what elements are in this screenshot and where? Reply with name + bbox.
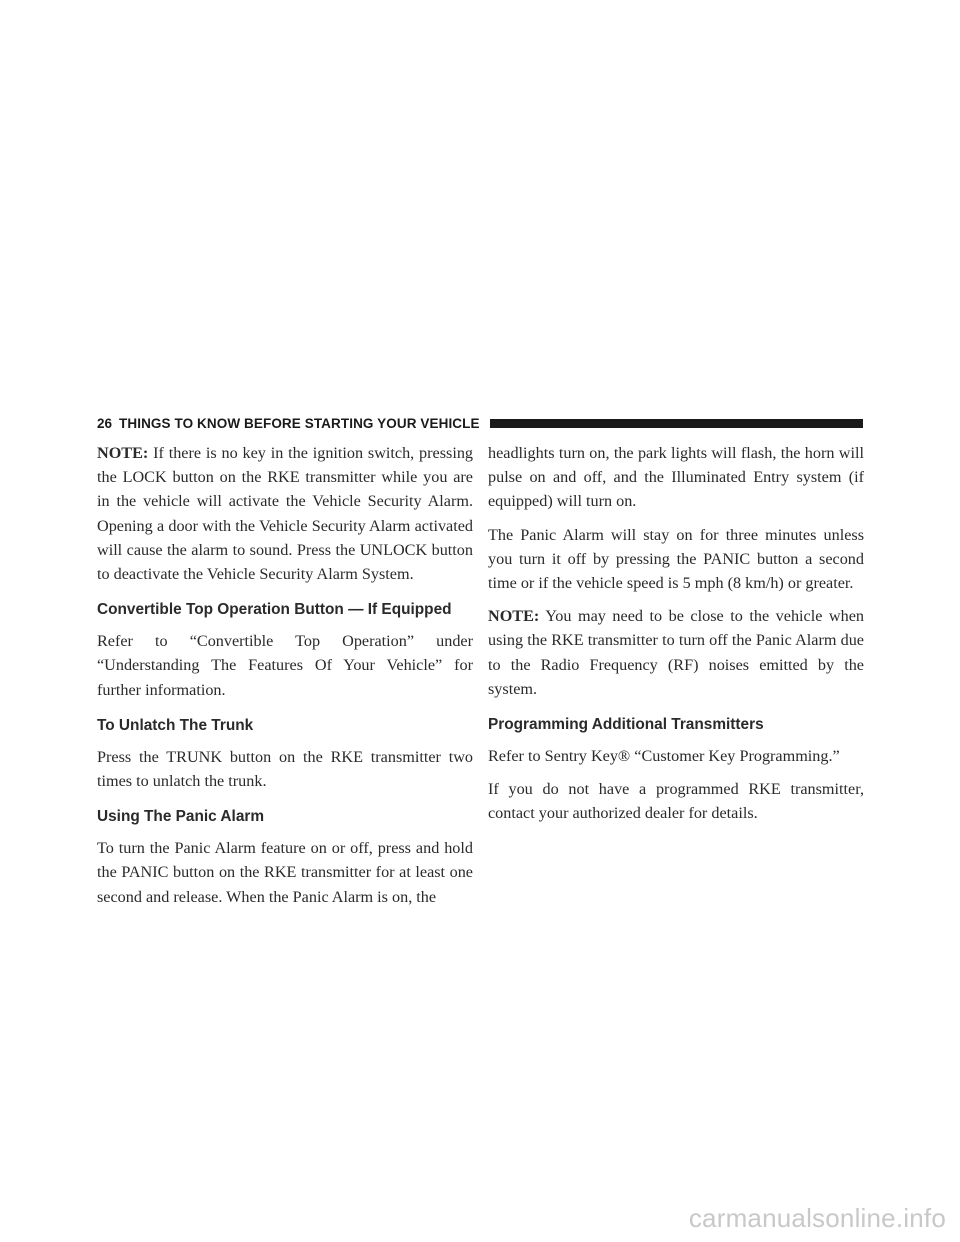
paragraph-panic-alarm: To turn the Panic Alarm feature on or off, press and hold the PANIC button on the RKE transmitter for at least one second and release. When the Panic Alarm is on, the xyxy=(97,839,473,906)
heading-unlatch-trunk: To Unlatch The Trunk xyxy=(97,716,254,734)
note-label-rf: NOTE: xyxy=(488,607,540,626)
note-paragraph xyxy=(97,441,473,586)
paragraph-panic-alarm-continued: headlights turn on, the park lights will flash, the horn will pulse on and off, and the Illuminated Entry system (if equipped) will turn on. xyxy=(488,444,864,511)
note-text: If there is no key in the ignition switch, pressing the LOCK button on the RKE transmitter while you are in the vehicle will activate the Vehicle Security Alarm. Opening a door with the Vehicle Security Alarm activated will cause the alarm to sound. Press the UNLOCK button to deactivate the Vehicle Security Alarm System. xyxy=(97,444,474,584)
header-rule xyxy=(490,419,863,428)
note-label: NOTE: xyxy=(97,444,149,462)
left-column xyxy=(97,441,473,918)
section-title: THINGS TO KNOW BEFORE STARTING YOUR VEHICLE xyxy=(119,415,480,431)
note-text-rf: You may need to be close to the vehicle when using the RKE transmitter to turn off the Panic Alarm due to the Radio Frequency (RF) noises emitted by the system. xyxy=(488,607,864,698)
note-paragraph-rf xyxy=(488,604,864,701)
heading-programming-transmitters: Programming Additional Transmitters xyxy=(488,716,764,734)
page-number: 26 xyxy=(97,415,113,431)
right-column xyxy=(488,441,864,835)
heading-convertible-top: Convertible Top Operation Button — If Equipped xyxy=(97,601,452,619)
heading-panic-alarm: Using The Panic Alarm xyxy=(97,808,265,826)
paragraph-convertible-top: Refer to “Convertible Top Operation” under “Understanding The Features Of Your Vehicle” for further information. xyxy=(97,632,473,699)
page-header xyxy=(97,414,863,432)
paragraph-sentry-key: Refer to Sentry Key® “Customer Key Programming.” xyxy=(488,747,840,766)
paragraph-unlatch-trunk: Press the TRUNK button on the RKE transmitter two times to unlatch the trunk. xyxy=(97,747,473,791)
watermark: carmanualsonline.info xyxy=(688,1203,946,1233)
paragraph-panic-duration: The Panic Alarm will stay on for three minutes unless you turn it off by pressing the PANIC button a second time or if the vehicle speed is 5 mph (8 km/h) or greater. xyxy=(488,525,864,593)
paragraph-dealer: If you do not have a programmed RKE transmitter, contact your authorized dealer for details. xyxy=(488,780,864,823)
